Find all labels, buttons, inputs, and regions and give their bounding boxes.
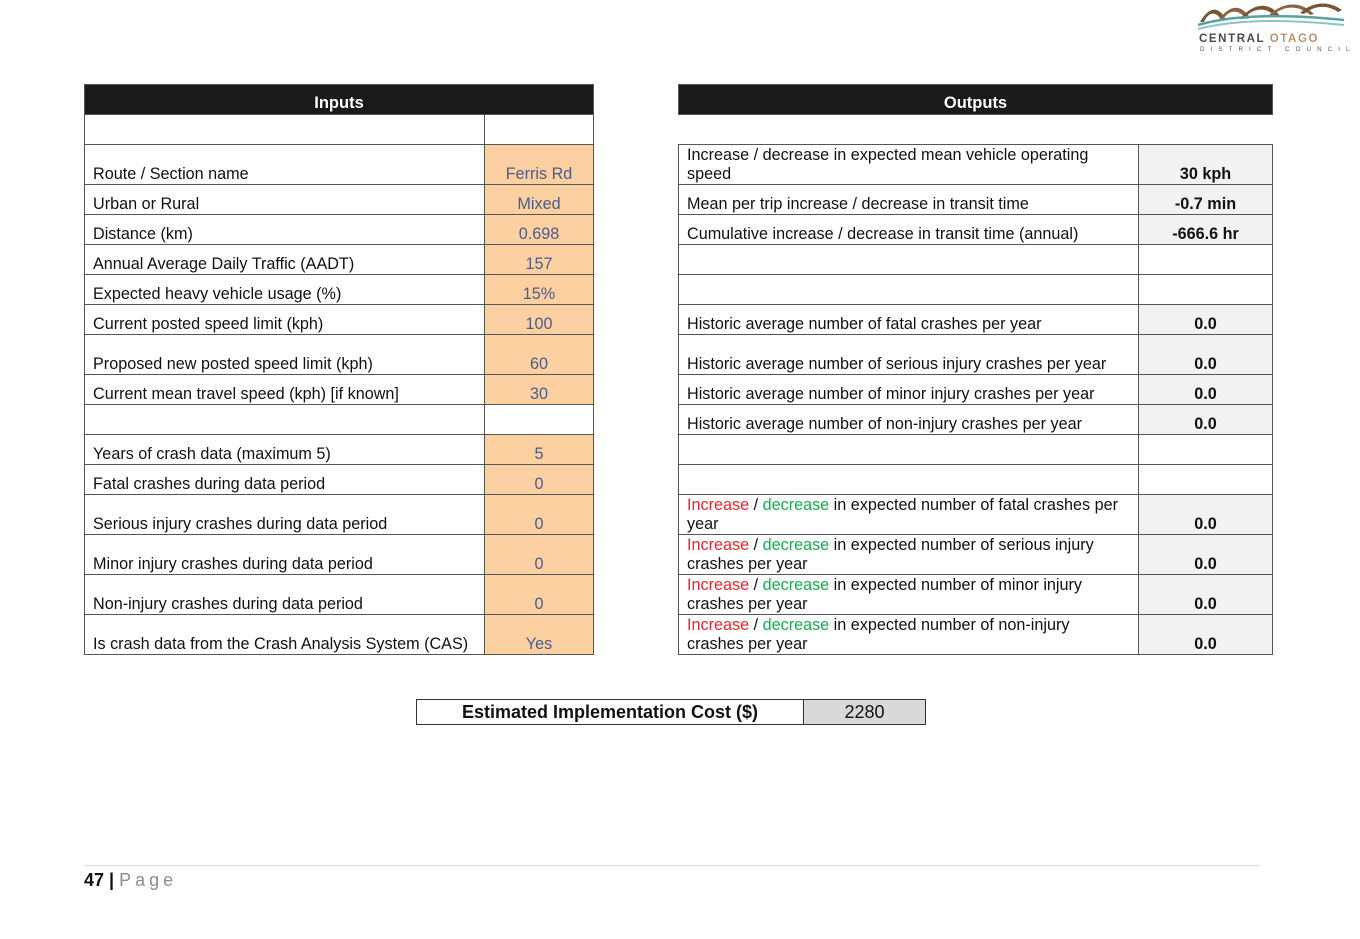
- table-row: [679, 305, 1273, 335]
- increase-word: Increase: [687, 496, 750, 514]
- input-label: Expected heavy vehicle usage (%): [85, 275, 485, 305]
- input-label: Urban or Rural: [85, 185, 485, 215]
- outputs-blank-cell: [679, 245, 1139, 275]
- table-row: [85, 335, 594, 375]
- input-label: Route / Section name: [85, 145, 485, 185]
- page-word: Page: [119, 870, 178, 890]
- output-label: [679, 615, 1139, 655]
- input-value[interactable]: Mixed: [485, 185, 594, 215]
- logo-subline: DISTRICT COUNCIL: [1200, 46, 1356, 53]
- cost-label: Estimated Implementation Cost ($): [417, 700, 804, 725]
- output-label: Historic average number of non-injury crashes per year: [679, 405, 1139, 435]
- output-label: Increase / decrease in expected mean vehicle operating speed: [679, 145, 1139, 185]
- outputs-blank-cell: [1139, 435, 1273, 465]
- outputs-table: [678, 84, 1273, 655]
- page-number: 47: [84, 870, 105, 890]
- inputs-blank-cell: [85, 405, 485, 435]
- table-row: [679, 185, 1273, 215]
- inputs-blank-cell: [485, 405, 594, 435]
- cost-value[interactable]: 2280: [804, 700, 926, 725]
- output-value: 0.0: [1139, 535, 1273, 575]
- input-value[interactable]: 157: [485, 245, 594, 275]
- page-separator: |: [104, 870, 120, 890]
- input-label: Proposed new posted speed limit (kph): [85, 335, 485, 375]
- decrease-word: decrease: [762, 576, 830, 594]
- table-row: [679, 405, 1273, 435]
- outputs-blank-cell: [679, 465, 1139, 495]
- output-label: [679, 535, 1139, 575]
- slash: /: [749, 496, 763, 514]
- input-label: Distance (km): [85, 215, 485, 245]
- input-value[interactable]: 0: [485, 495, 594, 535]
- input-value[interactable]: Ferris Rd: [485, 145, 594, 185]
- output-label-rest: in expected number of minor injury crashes per year: [687, 576, 1083, 613]
- input-label: Is crash data from the Crash Analysis System (CAS): [85, 615, 485, 655]
- input-value[interactable]: 0: [485, 535, 594, 575]
- table-row: [85, 185, 594, 215]
- input-value[interactable]: 100: [485, 305, 594, 335]
- output-label-rest: in expected number of serious injury crashes per year: [687, 536, 1094, 573]
- input-value[interactable]: 0: [485, 465, 594, 495]
- table-row: [85, 215, 594, 245]
- increase-word: Increase: [687, 576, 750, 594]
- input-label: Fatal crashes during data period: [85, 465, 485, 495]
- output-value: 0.0: [1139, 305, 1273, 335]
- table-row: [85, 615, 594, 655]
- output-label: [679, 575, 1139, 615]
- input-label: Non-injury crashes during data period: [85, 575, 485, 615]
- inputs-blank-cell: [85, 115, 485, 145]
- outputs-blank-cell: [679, 275, 1139, 305]
- input-label: Current posted speed limit (kph): [85, 305, 485, 335]
- table-row: [679, 495, 1273, 535]
- table-row: [85, 145, 594, 185]
- table-row: [85, 435, 594, 465]
- table-row: [679, 535, 1273, 575]
- output-value: 30 kph: [1139, 145, 1273, 185]
- output-label: Cumulative increase / decrease in transit time (annual): [679, 215, 1139, 245]
- input-value[interactable]: 5: [485, 435, 594, 465]
- table-row: [679, 575, 1273, 615]
- output-label-rest: in expected number of fatal crashes per year: [687, 496, 1119, 533]
- output-value: 0.0: [1139, 495, 1273, 535]
- logo-wordmark: [1199, 33, 1319, 45]
- cost-table: [416, 699, 926, 725]
- table-row: [85, 245, 594, 275]
- outputs-blank-cell: [1139, 245, 1273, 275]
- increase-word: Increase: [687, 616, 750, 634]
- output-value: 0.0: [1139, 375, 1273, 405]
- input-label: Current mean travel speed (kph) [if known]: [85, 375, 485, 405]
- table-row: [85, 535, 594, 575]
- inputs-table: [84, 84, 594, 655]
- output-label: Historic average number of minor injury crashes per year: [679, 375, 1139, 405]
- output-value: 0.0: [1139, 615, 1273, 655]
- output-value: 0.0: [1139, 335, 1273, 375]
- input-label: Minor injury crashes during data period: [85, 535, 485, 575]
- output-label: [679, 495, 1139, 535]
- output-label: Historic average number of fatal crashes per year: [679, 305, 1139, 335]
- logo-word-otago: OTAGO: [1269, 33, 1320, 45]
- table-row: [85, 465, 594, 495]
- footer-divider: [84, 865, 1260, 866]
- output-value: 0.0: [1139, 405, 1273, 435]
- output-label: Historic average number of serious injury crashes per year: [679, 335, 1139, 375]
- output-label: Mean per trip increase / decrease in transit time: [679, 185, 1139, 215]
- increase-word: Increase: [687, 536, 750, 554]
- slash: /: [749, 576, 763, 594]
- outputs-blank-cell: [1139, 465, 1273, 495]
- logo-word-central: CENTRAL: [1199, 33, 1265, 45]
- input-value[interactable]: 60: [485, 335, 594, 375]
- table-row: [679, 375, 1273, 405]
- table-row: [85, 575, 594, 615]
- table-row: [85, 275, 594, 305]
- decrease-word: decrease: [762, 496, 830, 514]
- slash: /: [749, 616, 763, 634]
- table-row: [85, 305, 594, 335]
- inputs-header: Inputs: [85, 85, 594, 115]
- input-label: Years of crash data (maximum 5): [85, 435, 485, 465]
- table-row: [679, 215, 1273, 245]
- input-label: Serious injury crashes during data period: [85, 495, 485, 535]
- input-value[interactable]: 30: [485, 375, 594, 405]
- outputs-gap: [679, 115, 1273, 145]
- outputs-blank-cell: [1139, 275, 1273, 305]
- input-value[interactable]: 0: [485, 575, 594, 615]
- table-row: [85, 495, 594, 535]
- input-value[interactable]: 0.698: [485, 215, 594, 245]
- output-value: -666.6 hr: [1139, 215, 1273, 245]
- input-value[interactable]: 15%: [485, 275, 594, 305]
- decrease-word: decrease: [762, 616, 830, 634]
- output-label-rest: in expected number of non-injury crashes per year: [687, 616, 1070, 653]
- table-row: [679, 335, 1273, 375]
- page-footer: [84, 870, 177, 891]
- outputs-blank-cell: [679, 435, 1139, 465]
- input-label: Annual Average Daily Traffic (AADT): [85, 245, 485, 275]
- inputs-blank-cell: [485, 115, 594, 145]
- table-row: [85, 375, 594, 405]
- decrease-word: decrease: [762, 536, 830, 554]
- slash: /: [749, 536, 763, 554]
- output-value: 0.0: [1139, 575, 1273, 615]
- output-value: -0.7 min: [1139, 185, 1273, 215]
- input-value[interactable]: Yes: [485, 615, 594, 655]
- table-row: [679, 615, 1273, 655]
- table-row: [679, 145, 1273, 185]
- outputs-header: Outputs: [679, 85, 1273, 115]
